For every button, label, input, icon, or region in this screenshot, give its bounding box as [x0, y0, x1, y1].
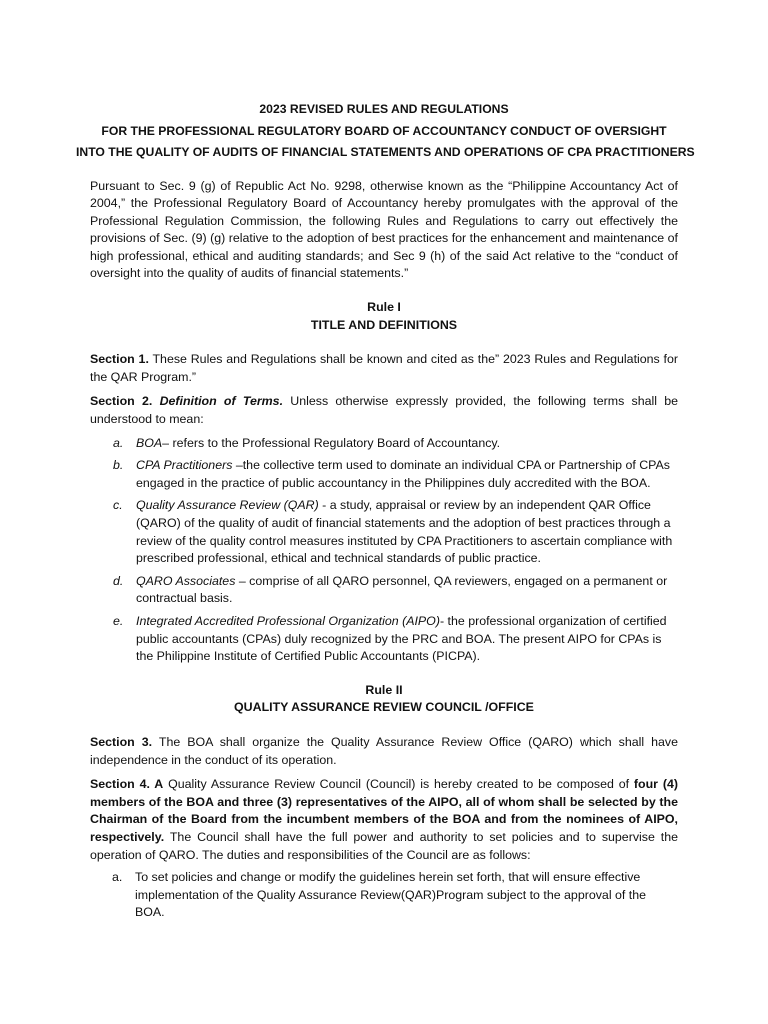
section-3 — [90, 734, 678, 769]
definition-item — [90, 457, 678, 492]
intro-paragraph: Pursuant to Sec. 9 (g) of Republic Act No. 9298, otherwise known as the “Philippine Accountancy Act of 2004,” the Professional Regulatory Board of Accountancy hereby promulgates with the approval of the Professional Regulation Commission, the following Rules and Regulations to carry out effectively the provisions of Sec. (9) (g) relative to the adoption of best practices for the enhancement and maintenance of high professional, ethical and auditing standards; and Sec 9 (h) of the said Act relative to the “conduct of oversight into the quality of audits of financial statements.” — [90, 178, 678, 281]
list-marker: a. — [112, 870, 123, 885]
definition-term: BOA — [136, 435, 163, 450]
definitions-list — [90, 435, 678, 666]
definition-item — [90, 497, 678, 567]
list-marker: c. — [113, 498, 123, 513]
rule-1-title: TITLE AND DEFINITIONS — [310, 317, 458, 332]
title-line-1: 2023 REVISED RULES AND REGULATIONS — [259, 102, 509, 116]
section-2-heading: Definition of Terms. — [159, 394, 284, 409]
section-1 — [90, 351, 678, 386]
definition-text: –the collective term used to dominate an individual CPA or Partnership of CPAs engaged in the practice of public accountancy in the Philippines duly accredited with the BOA. — [136, 458, 670, 490]
section-3-text: The BOA shall organize the Quality Assurance Review Office (QARO) which shall have independence in the conduct of its operation. — [90, 734, 678, 767]
section-3-label: Section 3. — [90, 734, 153, 749]
section-1-text: These Rules and Regulations shall be known and cited as the” 2023 Rules and Regulations for the QAR Program.” — [90, 352, 679, 384]
council-duties-list — [90, 869, 678, 922]
section-4-text: Quality Assurance Review Council (Council) is hereby created to be composed of — [163, 777, 634, 792]
section-4-text-cont: The Council shall have the full power and authority to set policies and to supervise the operation of QARO. The duties and responsibilities of the Council are as follows: — [90, 829, 678, 862]
title-line-2: FOR THE PROFESSIONAL REGULATORY BOARD OF ACCOUNTANCY CONDUCT OF OVERSIGHT — [101, 123, 667, 138]
definition-text: - a study, appraisal or review by an independent QAR Office (QARO) of the quality of audit of financial statements and the adoption of best practices through a review of the quality control measures instituted by CPA Practitioners to ascertain compliance with prescribed professional, ethical and technical standards of public practice. — [136, 498, 673, 566]
section-4 — [90, 776, 678, 864]
section-2 — [90, 393, 678, 428]
list-marker: e. — [113, 613, 124, 628]
section-4-label: Section 4. A — [90, 777, 164, 792]
list-marker: a. — [113, 435, 124, 450]
definition-text: - the professional organization of certified public accountants (CPAs) duly recognized by the PRC and BOA. The present AIPO for CPAs is the Philippine Institute of Certified Public Accountants (PICPA). — [136, 613, 667, 664]
definition-text: – refers to the Professional Regulatory Board of Accountancy. — [162, 435, 501, 450]
rule-2-label: Rule II — [365, 682, 403, 697]
section-4-bold-text: four (4) members of the BOA and three (3) representatives of the AIPO, all of whom shall be selected by the Chairman of the Board from the incumbent members of the BOA and from the nominees of AIPO, respectively. — [90, 777, 678, 844]
definition-text: – comprise of all QARO personnel, QA reviewers, engaged on a permanent or contractual basis. — [136, 573, 668, 606]
section-2-text: Unless otherwise expressly provided, the following terms shall be understood to mean: — [90, 394, 678, 427]
definition-term: QARO Associates — [136, 573, 236, 588]
rule-1-label: Rule I — [367, 300, 401, 315]
definition-item — [90, 435, 678, 453]
document-title — [76, 99, 695, 164]
definition-term: Quality Assurance Review (QAR) — [136, 498, 319, 513]
rule-2-heading — [90, 682, 678, 717]
definition-term: CPA Practitioners — [136, 458, 233, 473]
definition-item — [90, 613, 678, 666]
duty-text: To set policies and change or modify the guidelines herein set forth, that will ensure effective implementation of the Quality Assurance Review(QAR)Program subject to the approval of the BOA. — [135, 870, 647, 920]
section-1-label: Section 1. — [90, 352, 149, 367]
list-marker: d. — [113, 573, 124, 588]
section-2-label: Section 2. — [90, 394, 153, 409]
rule-1-heading — [90, 299, 678, 334]
definition-term: Integrated Accredited Professional Organization (AIPO) — [136, 613, 440, 628]
title-line-3: INTO THE QUALITY OF AUDITS OF FINANCIAL STATEMENTS AND OPERATIONS OF CPA PRACTITIONERS — [76, 145, 695, 159]
duty-item — [90, 869, 678, 922]
rule-2-title: QUALITY ASSURANCE REVIEW COUNCIL /OFFICE — [234, 700, 534, 715]
definition-item — [90, 573, 678, 608]
list-marker: b. — [113, 458, 124, 473]
